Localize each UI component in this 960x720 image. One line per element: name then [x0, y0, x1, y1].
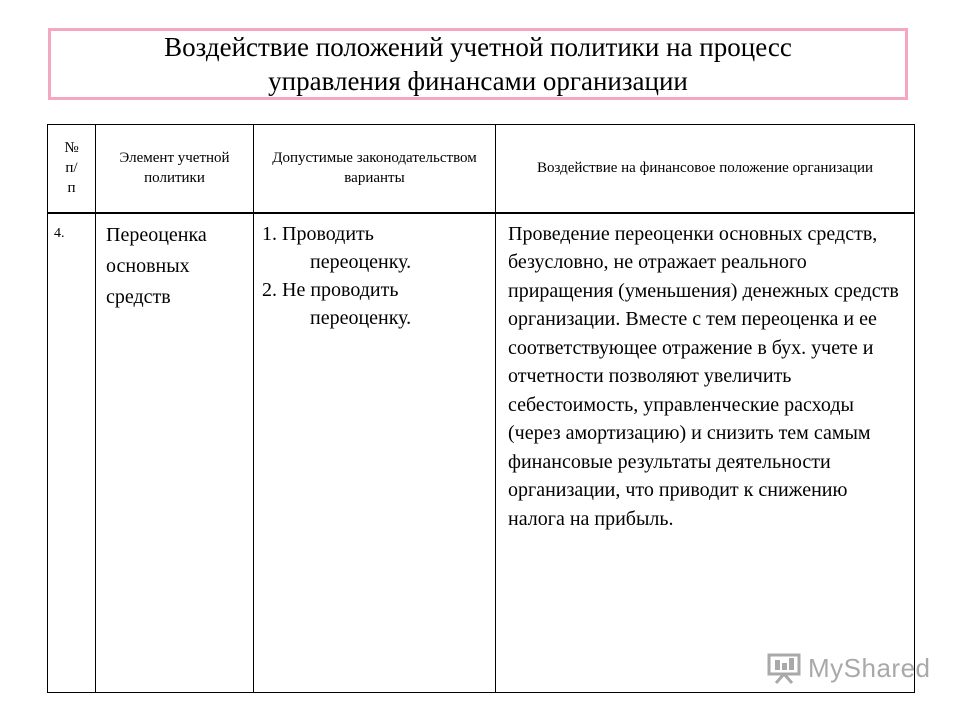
- header-number-line1: №: [64, 140, 79, 157]
- row-element-line2: основных: [106, 254, 190, 277]
- table-header-row: [48, 125, 915, 213]
- row-element-line3: средств: [106, 285, 171, 308]
- header-options: Допустимые законодательством варианты: [254, 125, 496, 213]
- header-number: [48, 125, 96, 213]
- slide-title-line2: управления финансами организации: [268, 66, 688, 96]
- slide-title-line1: Воздействие положений учетной политики на процесс: [164, 32, 792, 62]
- row-number: 4.: [48, 213, 96, 693]
- option-1-line2: переоценку.: [310, 250, 412, 273]
- slide-title: [48, 28, 908, 100]
- header-element: Элемент учетной политики: [96, 125, 254, 213]
- row-element: [96, 213, 254, 693]
- row-effect: Проведение переоценки основных средств, безусловно, не отражает реального приращения (уменьшения) денежных средств организации. Вместе с тем переоценка и ее соответствующее отражение в бух. учете и отчетности позволяют увеличить себестоимость, управленческие расходы (через амортизацию) и снизить тем самым финансовые результаты деятельности организации, что приводит к снижению налога на прибыль.: [496, 213, 915, 693]
- option-1-line1: 1. Проводить: [262, 222, 374, 245]
- watermark-text: MyShared: [808, 652, 931, 683]
- header-effect: Воздействие на финансовое положение организации: [496, 125, 915, 213]
- header-number-line3: п: [67, 180, 76, 197]
- option-2-line1: 2. Не проводить: [262, 278, 399, 301]
- table-row: [48, 213, 915, 693]
- row-element-line1: Переоценка: [106, 223, 207, 246]
- row-options: [254, 213, 496, 693]
- option-2-line2: переоценку.: [310, 306, 412, 329]
- presentation-board-icon: [766, 652, 802, 684]
- accounting-policy-table: [47, 124, 915, 693]
- header-number-line2: п/: [65, 160, 78, 177]
- myshared-watermark: [766, 652, 931, 684]
